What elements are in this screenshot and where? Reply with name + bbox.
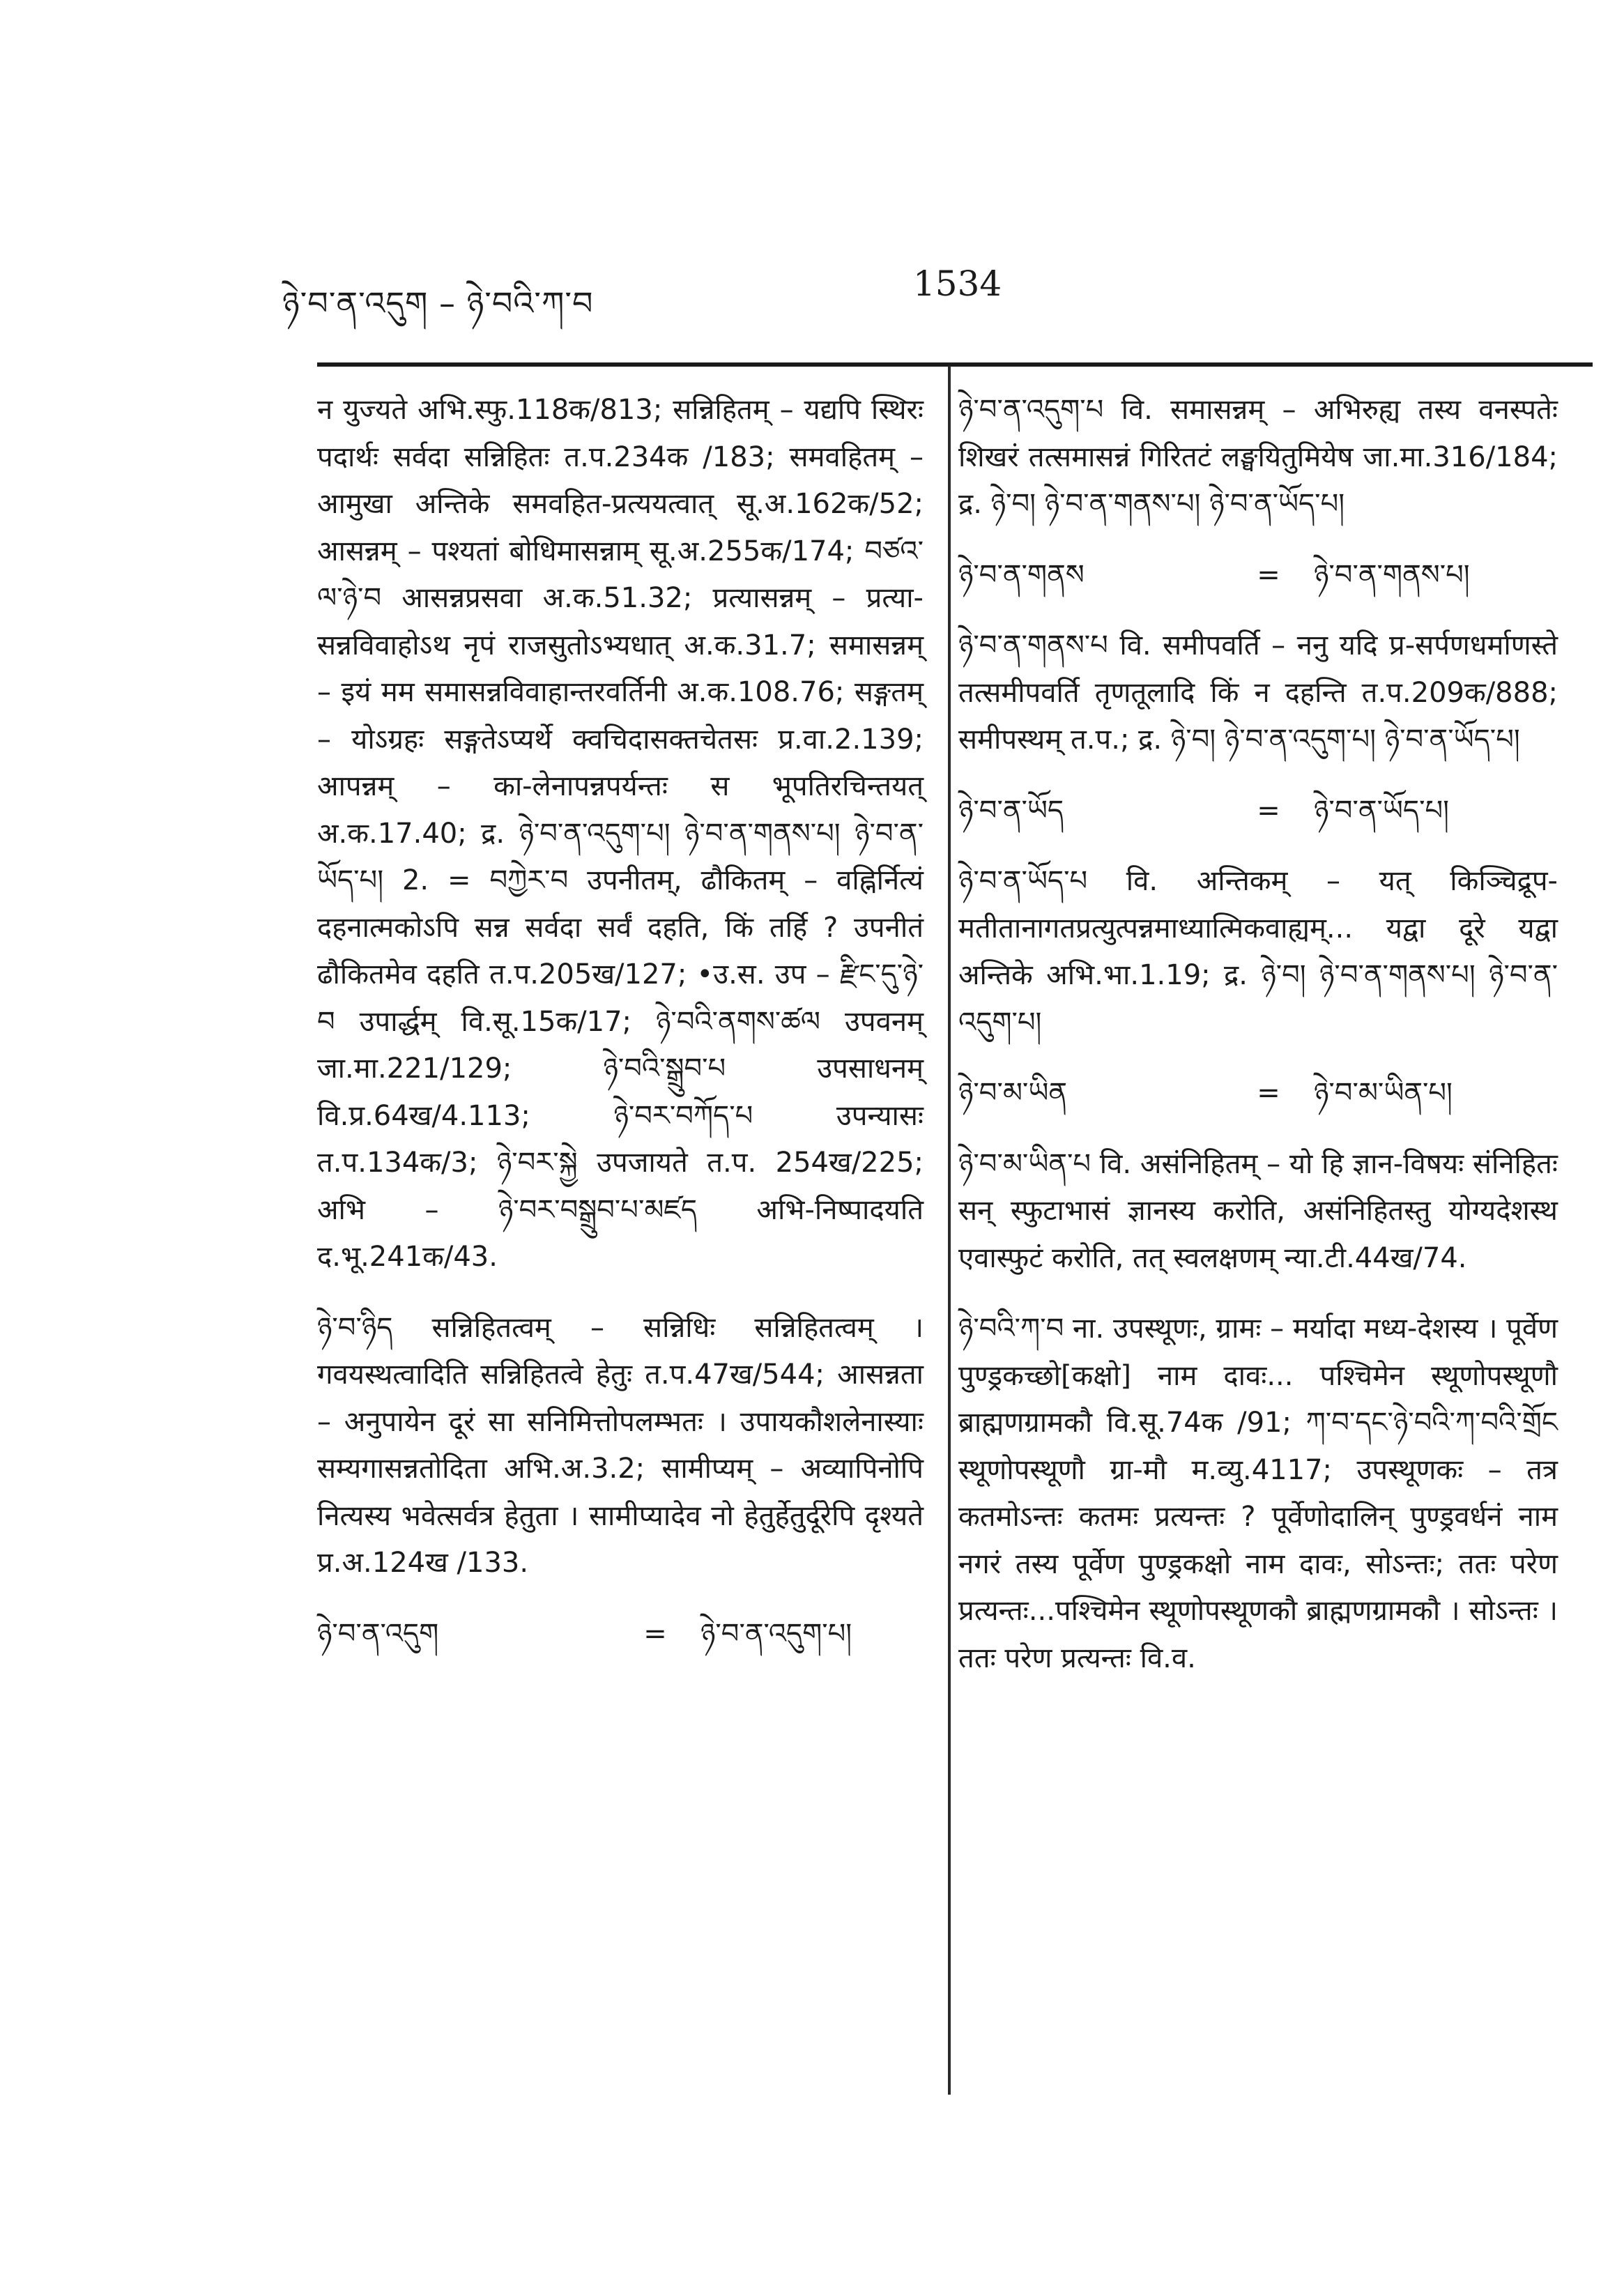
entry-samipavarti: ཉེ་བ་ན་གནས་པ वि. समीपवर्ति – ननु यदि प्र-सर्पणधर्माणस्ते तत्समीपवर्ति तृणतूलादि किं न दहन्ति त.प.209क/888; समीपस्थम् त.प.; द्र. ཉེ་བ། ཉེ་བ་ན་འདུག་པ། ཉེ་བ་ན་ཡོད་པ། xyxy=(958,629,1558,756)
cross-ref-headword: ཉེ་བ་ན་འདུག xyxy=(317,1617,439,1650)
right-column xyxy=(958,387,1558,1706)
left-column xyxy=(317,387,924,1681)
column-divider xyxy=(948,366,951,2095)
cross-ref-headword: ཉེ་བ་ན་གནས xyxy=(958,558,1085,591)
cross-ref-target: ཉེ་བ་ན་ཡོད་པ། xyxy=(1314,794,1449,827)
equals-sign: = xyxy=(1257,794,1280,827)
cross-reference-entry xyxy=(317,1611,924,1658)
entry-upasthuna: ཉེ་བའི་ཀ་བ ना. उपस्थूणः, ग्रामः – मर्यादा मध्य-देशस्य । पूर्वेण पुण्ड्रकच्छो[कक्षो] नाम दावः... पश्चिमेन स्थूणोपस्थूणौ ब्राह्मणग्रामकौ वि.सू.74क /91; ཀ་བ་དང་ཉེ་བའི་ཀ་བའི་གྲོང स्थूणोपस्थूणौ ग्रा-मौ म.व्यु.4117; उपस्थूणकः – तत्र कतमोऽन्तः कतमः प्रत्यन्तः ? पूर्वेणोदालिन् पुण्ड्रवर्धनं नाम नगरं तस्य पूर्वेण पुण्ड्रकक्षो नाम दावः, सोऽन्तः; ततः परेण प्रत्यन्तः...पश्चिमेन स्थूणोपस्थूणकौ ब्राह्मणग्रामकौ । सोऽन्तः । ततः परेण प्रत्यन्तः वि.व. xyxy=(958,1313,1558,1674)
entry-sannihitatva: ཉེ་བ་ཉིད सन्निहितत्वम् – सन्निधिः सन्निहितत्वम् । गवयस्थत्वादिति सन्निहितत्वे हेतुः त.प.47ख/544; आसन्नता – अनुपायेन दूरं सा सनिमित्तोपलम्भतः । उपायकौशलेनास्याः सम्यगासन्नतोदिता अभि.अ.3.2; सामीप्यम् – अव्यापिनोपि नित्यस्य भवेत्सर्वत्र हेतुता । सामीप्यादेव नो हेतुर्हेतुर्दूरेपि दृश्यते प्र.अ.124ख /133. xyxy=(317,1311,924,1579)
entry-samasanna: ཉེ་བ་ན་འདུག་པ वि. समासन्नम् – अभिरुह्य तस्य वनस्पतेः शिखरं तत्समासन्नं गिरितटं लङ्घयितुमियेष जा.मा.316/184; द्र. ཉེ་བ། ཉེ་བ་ན་གནས་པ། ཉེ་བ་ན་ཡོད་པ། xyxy=(958,394,1558,520)
cross-ref-target: ཉེ་བ་མ་ཡིན་པ། xyxy=(1314,1077,1453,1109)
equals-sign: = xyxy=(1257,1077,1280,1109)
page-number: 1534 xyxy=(913,263,1002,304)
cross-reference-entry xyxy=(958,1070,1558,1117)
cross-ref-target: ཉེ་བ་ན་འདུག་པ། xyxy=(700,1617,852,1650)
cross-ref-headword: ཉེ་བ་མ་ཡིན xyxy=(958,1077,1067,1109)
cross-ref-headword: ཉེ་བ་ན་ཡོད xyxy=(958,794,1064,827)
cross-reference-entry xyxy=(958,788,1558,835)
entry-continuation: न युज्यते अभि.स्फु.118क/813; सन्निहितम् – यद्यपि स्थिरः पदार्थः सर्वदा सन्निहितः त.प.234क /183; समवहितम् – आमुखा अन्तिके समवहित-प्रत्ययत्वात् सू.अ.162क/52; आसन्नम् – पश्यतां बोधिमासन्नाम् सू.अ.255क/174; བཙའ་ལ་ཉེ་བ आसन्नप्रसवा अ.क.51.32; प्रत्यासन्नम् – प्रत्या-सन्नविवाहोऽथ नृपं राजसुतोऽभ्यधात् अ.क.31.7; समासन्नम् – इयं मम समासन्नविवाहान्तरवर्तिनी अ.क.108.76; सङ्गतम् – योऽग्रहः सङ्गतेऽप्यर्थे क्वचिदासक्तचेतसः प्र.वा.2.139; आपन्नम् – का-लेनापन्नपर्यन्तः स भूपतिरचिन्तयत् अ.क.17.40; द्र. ཉེ་བ་ན་འདུག་པ། ཉེ་བ་ན་གནས་པ། ཉེ་བ་ན་ཡོད་པ། 2. = བཀྱེར་བ उपनीतम्, ढौकितम् – वह्निर्नित्यं दहनात्मकोऽपि सन्न सर्वदा सर्वं दहति, किं तर्हि ? उपनीतं ढौकितमेव दहति त.प.205ख/127; •उ.स. उप – རྫིང་དུ་ཉེ་བ उपार्द्धम् वि.सू.15क/17; ཉེ་བའི་ནགས་ཚལ उपवनम् जा.मा.221/129; ཉེ་བའི་སྒྲུབ་པ उपसाधनम् वि.प्र.64ख/4.113; ཉེ་བར་བཀོད་པ उपन्यासः त.प.134क/3; ཉེ་བར་སྐྱེ उपजायते त.प. 254ख/225; अभि – ཉེ་བར་བསྒྲུབ་པ་མཛད अभि-निष्पादयति द.भू.241क/43. xyxy=(317,394,924,1273)
entry-antikam: ཉེ་བ་ན་ཡོད་པ वि. अन्तिकम् – यत् किञ्चिद्रूप-मतीतानागतप्रत्युत्पन्नमाध्यात्मिकवाह्यम्... यद्वा दूरे यद्वा अन्तिके अभि.भा.1.19; द्र. ཉེ་བ། ཉེ་བ་ན་གནས་པ། ཉེ་བ་ན་འདུག་པ། xyxy=(958,865,1558,1039)
header-rule xyxy=(317,362,1593,367)
equals-sign: = xyxy=(643,1617,667,1650)
equals-sign: = xyxy=(1257,558,1280,591)
running-head: ཉེ་བ་ན་འདུག – ཉེ་བའི་ཀ་བ xyxy=(282,284,594,322)
cross-ref-target: ཉེ་བ་ན་གནས་པ། xyxy=(1314,558,1470,591)
entry-asannihitam: ཉེ་བ་མ་ཡིན་པ वि. असंनिहितम् – यो हि ज्ञान-विषयः संनिहितः सन् स्फुटाभासं ज्ञानस्य करोति, असंनिहितस्तु योग्यदेशस्थ एवास्फुटं करोति, तत् स्वलक्षणम् न्या.टी.44ख/74. xyxy=(958,1147,1558,1274)
cross-reference-entry xyxy=(958,552,1558,599)
